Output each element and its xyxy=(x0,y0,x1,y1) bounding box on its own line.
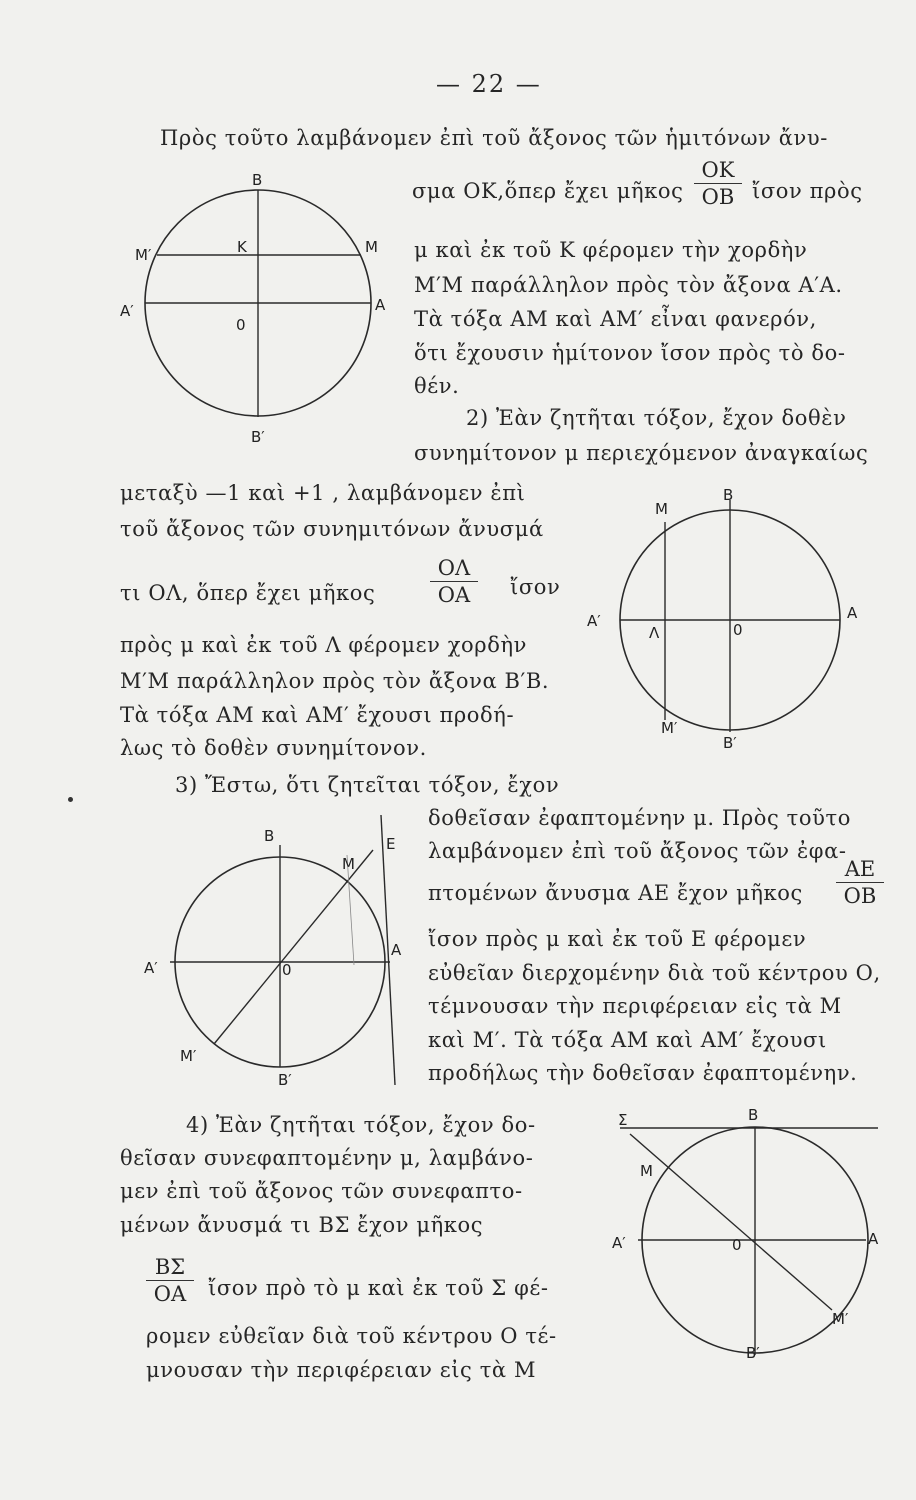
text-line: Πρὸς τοῦτο λαμβάνομεν ἐπὶ τοῦ ἄξονος τῶν ἡμιτόνων ἄνυ- xyxy=(160,126,828,150)
label-a-prime: A′ xyxy=(144,959,158,977)
text-line: Μ′Μ παράλληλον πρὸς τὸν ἄξονα Α′Α. xyxy=(414,273,843,297)
fraction-numerator: ΑΕ xyxy=(844,857,876,881)
label-a-prime: A′ xyxy=(587,612,601,630)
text-line: τέμνουσαν τὴν περιφέρειαν εἰς τὰ Μ xyxy=(428,994,842,1018)
text-line: πρὸς μ καὶ ἐκ τοῦ Λ φέρομεν χορδὴν xyxy=(120,633,528,657)
fraction-denominator: ΟΒ xyxy=(701,185,735,209)
figure-4-cotangent-circle xyxy=(610,1100,890,1370)
text-line: σμα ΟΚ,ὅπερ ἔχει μῆκος xyxy=(412,179,684,203)
text-line: προδήλως τὴν δοθεῖσαν ἐφαπτομένην. xyxy=(428,1061,858,1085)
fraction-numerator: ΟΚ xyxy=(701,158,735,182)
label-a: A xyxy=(847,604,858,622)
fraction-ok-ob xyxy=(694,158,742,209)
text-line: μ καὶ ἐκ τοῦ Κ φέρομεν τὴν χορδὴν xyxy=(414,238,808,262)
fraction-ae-ob xyxy=(836,857,884,908)
text-line: ἴσον πρὸς xyxy=(752,179,863,203)
text-line: τι ΟΛ, ὅπερ ἔχει μῆκος xyxy=(120,581,376,605)
fraction-denominator: ΟΒ xyxy=(843,884,877,908)
label-a: A xyxy=(391,941,402,959)
fraction-numerator: ΒΣ xyxy=(154,1255,186,1279)
text-line: μεταξὺ —1 καὶ +1 , λαμβάνομεν ἐπὶ xyxy=(120,481,526,505)
text-line: θεῖσαν συνεφαπτομένην μ, λαμβάνο- xyxy=(120,1146,534,1170)
label-b: B xyxy=(252,171,263,189)
fraction-bs-oa xyxy=(146,1255,194,1306)
label-lambda: Λ xyxy=(649,624,660,642)
fraction-bar xyxy=(430,581,478,582)
text-line: λως τὸ δοθὲν συνημίτονον. xyxy=(120,736,427,760)
text-line: τοῦ ἄξονος τῶν συνημιτόνων ἄνυσμά xyxy=(120,517,544,541)
label-m-prime: M′ xyxy=(135,246,152,264)
text-line: δοθεῖσαν ἐφαπτομένην μ. Πρὸς τοῦτο xyxy=(428,806,851,830)
label-sigma: Σ xyxy=(618,1111,628,1129)
label-m-prime: M′ xyxy=(832,1310,849,1328)
label-m: M xyxy=(655,500,668,518)
text-line: Μ′Μ παράλληλον πρὸς τὸν ἄξονα Β′Β. xyxy=(120,669,550,693)
figure-3-tangent-circle xyxy=(140,815,410,1095)
label-b-prime: B′ xyxy=(278,1071,292,1089)
label-m: M xyxy=(640,1162,653,1180)
fraction-denominator: ΟΑ xyxy=(437,583,471,607)
fraction-numerator: ΟΛ xyxy=(437,556,471,580)
text-line: ἴσον xyxy=(510,575,561,599)
text-line: συνημίτονον μ περιεχόμενον ἀναγκαίως xyxy=(414,441,869,465)
page-number: — 22 — xyxy=(436,70,542,98)
label-b: B xyxy=(723,486,734,504)
label-o: 0 xyxy=(733,621,743,639)
label-b-prime: B′ xyxy=(746,1344,760,1362)
label-a-prime: A′ xyxy=(612,1234,626,1252)
text-line: λαμβάνομεν ἐπὶ τοῦ ἄξονος τῶν ἐφα- xyxy=(428,839,847,863)
label-o: 0 xyxy=(732,1236,742,1254)
label-o: 0 xyxy=(282,961,292,979)
text-line: 4) Ἐὰν ζητῆται τόξον, ἔχον δο- xyxy=(186,1113,536,1137)
text-line: Τὰ τόξα ΑΜ καὶ ΑΜ′ ἔχουσι προδή- xyxy=(120,703,515,727)
fraction-bar xyxy=(146,1280,194,1281)
label-b-prime: B′ xyxy=(723,734,737,752)
text-line: Τὰ τόξα ΑΜ καὶ ΑΜ′ εἶναι φανερόν, xyxy=(414,307,817,331)
text-line: ἴσον πρὸς μ καὶ ἐκ τοῦ Ε φέρομεν xyxy=(428,927,807,951)
label-o: 0 xyxy=(236,316,246,334)
label-a-prime: A′ xyxy=(120,302,134,320)
text-line: μένων ἄνυσμά τι ΒΣ ἔχον μῆκος xyxy=(120,1213,484,1237)
text-line: μεν ἐπὶ τοῦ ἄξονος τῶν συνεφαπτο- xyxy=(120,1179,523,1203)
text-line: ὅτι ἔχουσιν ἡμίτονον ἴσον πρὸς τὸ δο- xyxy=(414,341,846,365)
label-b: B xyxy=(748,1106,759,1124)
label-a: A xyxy=(375,296,386,314)
text-line: μνουσαν τὴν περιφέρειαν εἰς τὰ Μ xyxy=(146,1358,537,1382)
label-m-prime: M′ xyxy=(180,1047,197,1065)
label-m: M xyxy=(365,238,378,256)
figure-2-cosine-circle xyxy=(585,480,875,760)
label-b-prime: B′ xyxy=(251,428,265,446)
label-m-prime: M′ xyxy=(661,719,678,737)
text-line: ρομεν εὐθεῖαν διὰ τοῦ κέντρου Ο τέ- xyxy=(146,1324,557,1348)
text-line: θέν. xyxy=(414,374,460,398)
text-line: ἴσον πρὸ τὸ μ καὶ ἐκ τοῦ Σ φέ- xyxy=(208,1276,549,1300)
label-e: E xyxy=(386,835,396,853)
fraction-bar xyxy=(694,183,742,184)
figure-1-sine-circle xyxy=(115,170,405,460)
stray-dot xyxy=(68,797,73,802)
text-line: 2) Ἐὰν ζητῆται τόξον, ἔχον δοθὲν xyxy=(466,406,847,430)
text-line: καὶ Μ′. Τὰ τόξα ΑΜ καὶ ΑΜ′ ἔχουσι xyxy=(428,1028,827,1052)
text-line: πτομένων ἄνυσμα ΑΕ ἔχον μῆκος xyxy=(428,881,803,905)
fraction-ol-oa xyxy=(430,556,478,607)
fraction-bar xyxy=(836,882,884,883)
text-line: 3) Ἔστω, ὅτι ζητεῖται τόξον, ἔχον xyxy=(175,773,560,797)
label-k: K xyxy=(237,238,247,256)
label-m: M xyxy=(342,855,355,873)
fraction-denominator: ΟΑ xyxy=(153,1282,187,1306)
text-line: εὐθεῖαν διερχομένην διὰ τοῦ κέντρου Ο, xyxy=(428,961,881,985)
label-b: B xyxy=(264,827,275,845)
label-a: A xyxy=(868,1230,879,1248)
